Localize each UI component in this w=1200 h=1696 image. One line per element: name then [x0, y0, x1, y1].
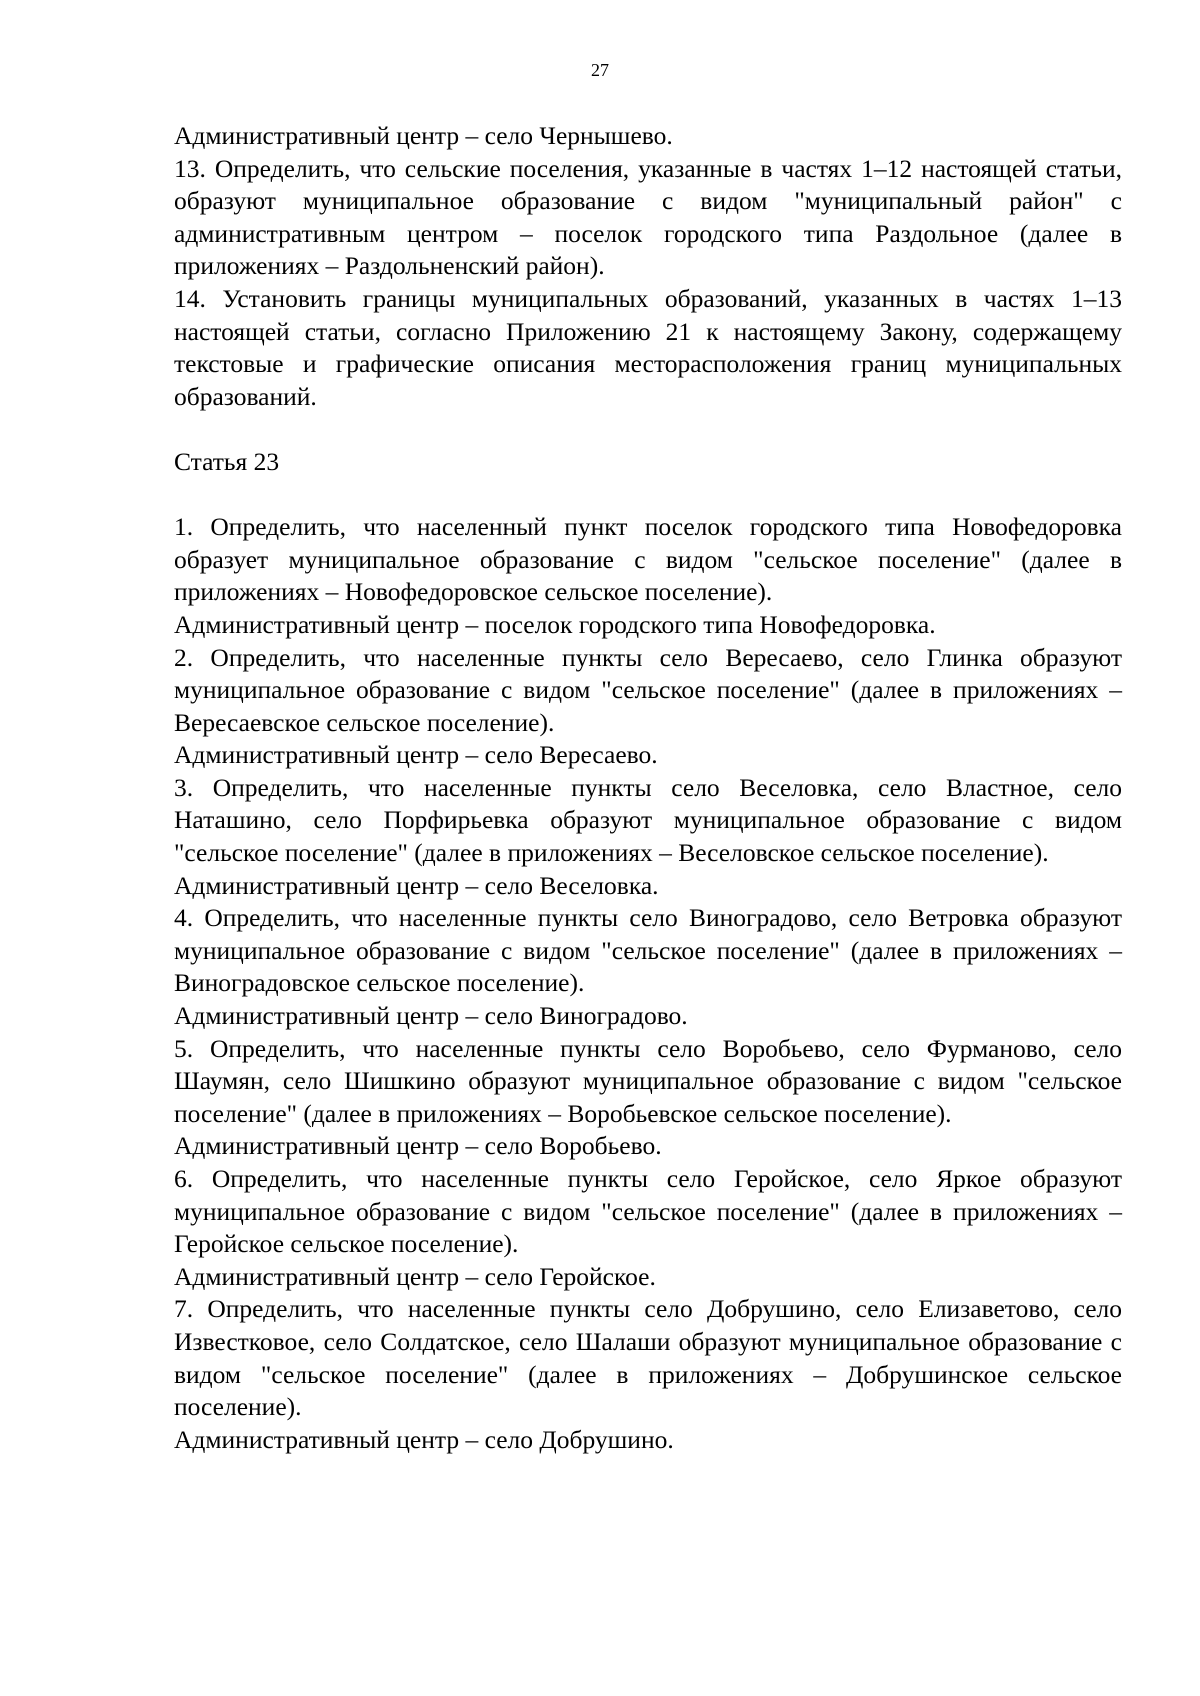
- article-item-7: 7. Определить, что населенные пункты село Добрушино, село Елизаветово, село Известковое, село Солдатское, село Шалаши образуют муниципальное образование с видом "сельское поселение" (далее в приложениях – Добрушинское сельское поселение).: [174, 1294, 1122, 1422]
- paragraph-item-13: 13. Определить, что сельские поселения, указанные в частях 1–12 настоящей статьи, образуют муниципальное образование с видом "муниципальный район" с административным центром – поселок городского типа Раздольное (далее в приложениях – Раздольненский район).: [174, 153, 1122, 281]
- article-item-3-center: Административный центр – село Веселовка.: [174, 870, 659, 900]
- article-heading: Статья 23: [174, 446, 280, 476]
- article-item-3: 3. Определить, что населенные пункты село Веселовка, село Властное, село Наташино, село Порфирьевка образуют муниципальное образование с видом "сельское поселение" (далее в приложениях – Веселовское сельское поселение).: [174, 772, 1122, 868]
- article-item-5-center: Административный центр – село Воробьево.: [174, 1131, 662, 1161]
- administrative-center-line: Административный центр – село Чернышево.: [174, 121, 673, 150]
- article-item-1-center: Административный центр – поселок городского типа Новофедоровка.: [174, 609, 936, 639]
- article-item-7-center: Административный центр – село Добрушино.: [174, 1424, 674, 1454]
- spacer: [174, 479, 1122, 512]
- article-item-4: 4. Определить, что населенные пункты село Виноградово, село Ветровка образуют муниципальное образование с видом "сельское поселение" (далее в приложениях – Виноградовское сельское поселение).: [174, 903, 1122, 998]
- article-item-6-center: Административный центр – село Геройское.: [174, 1261, 656, 1291]
- article-item-1: 1. Определить, что населенный пункт поселок городского типа Новофедоровка образует муниципальное образование с видом "сельское поселение" (далее в приложениях – Новофедоровское сельское поселение).: [174, 512, 1122, 607]
- article-item-2: 2. Определить, что населенные пункты село Вересаево, село Глинка образуют муниципальное образование с видом "сельское поселение" (далее в приложениях – Вересаевское сельское поселение).: [174, 642, 1122, 737]
- paragraph-item-14: 14. Установить границы муниципальных образований, указанных в частях 1–13 настоящей статьи, согласно Приложению 21 к настоящему Закону, содержащему текстовые и графические описания месторасположения границ муниципальных образований.: [174, 283, 1122, 411]
- article-item-2-center: Административный центр – село Вересаево.: [174, 740, 658, 770]
- article-item-5: 5. Определить, что населенные пункты село Воробьево, село Фурманово, село Шаумян, село Шишкино образуют муниципальное образование с видом "сельское поселение" (далее в приложениях – Воробьевское сельское поселение).: [174, 1033, 1122, 1128]
- document-body: [174, 120, 1122, 1456]
- article-item-6: 6. Определить, что населенные пункты село Геройское, село Яркое образуют муниципальное образование с видом "сельское поселение" (далее в приложениях – Геройское сельское поселение).: [174, 1164, 1122, 1259]
- page-number: 27: [591, 60, 609, 80]
- article-item-4-center: Административный центр – село Виноградово.: [174, 1001, 688, 1031]
- spacer: [174, 413, 1122, 446]
